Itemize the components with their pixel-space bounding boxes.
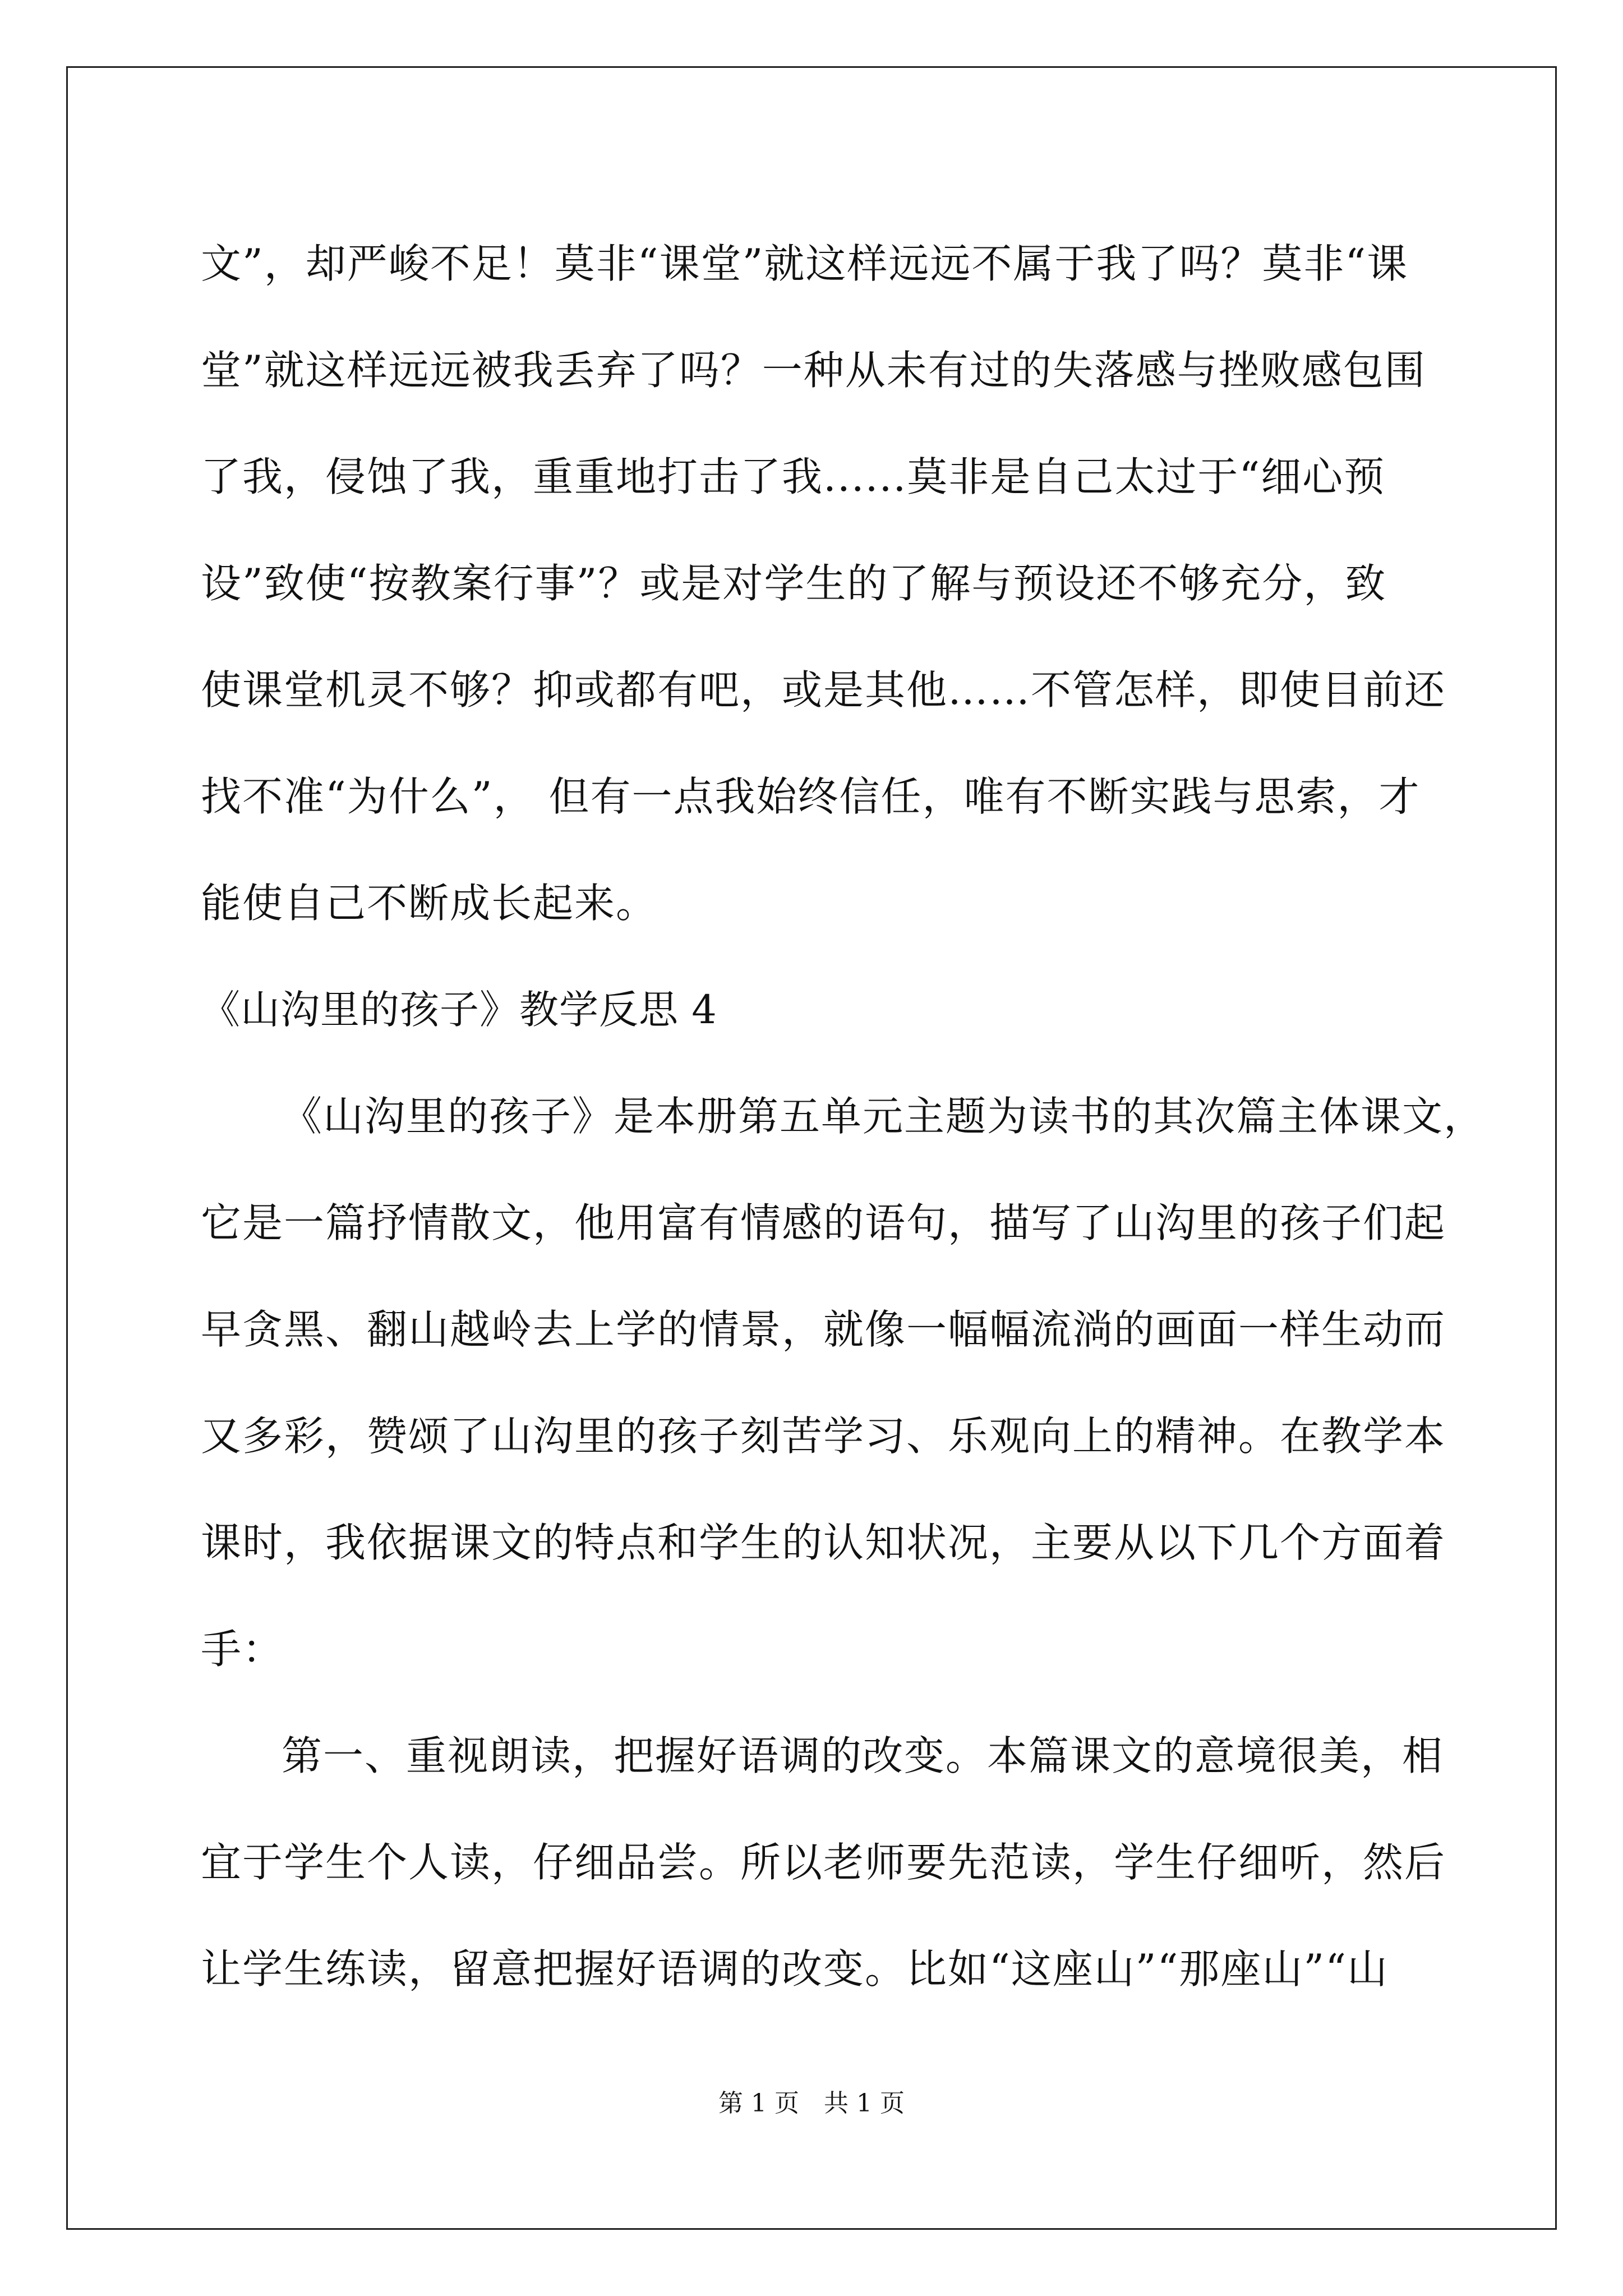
text-line: 设”致使“按教案行事”？或是对学生的了解与预设还不够充分，致 [201, 560, 1387, 607]
text-line: 文”，却严峻不足！莫非“课堂”就这样远远不属于我了吗？莫非“课 [201, 240, 1409, 287]
text-line: 让学生练读，留意把握好语调的改变。比如“这座山”“那座山”“山 [201, 1945, 1389, 1993]
text-line: 能使自己不断成长起来。 [201, 880, 658, 927]
paragraph-first-line: 第一、重视朗读，把握好语调的改变。本篇课文的意境很美，相 [282, 1732, 1444, 1779]
text-line: 课时，我依据课文的特点和学生的认知状况，主要从以下几个方面着 [201, 1519, 1446, 1566]
paragraph-first-line: 《山沟里的孩子》是本册第五单元主题为读书的其次篇主体课文， [282, 1093, 1486, 1140]
text-line: 手： [201, 1626, 284, 1673]
page-footer: 第 1 页 共 1 页 [718, 2089, 905, 2118]
document-body [201, 210, 1486, 2022]
text-line: 早贪黑、翻山越岭去上学的情景，就像一幅幅流淌的画面一样生动而 [201, 1306, 1446, 1353]
text-line: 宜于学生个人读，仔细品尝。所以老师要先范读，学生仔细听，然后 [201, 1839, 1446, 1886]
text-line: 了我，侵蚀了我，重重地打击了我......莫非是自己太过于“细心预 [201, 453, 1386, 500]
text-line: 它是一篇抒情散文，他用富有情感的语句，描写了山沟里的孩子们起 [201, 1199, 1446, 1246]
text-line: 找不准“为什么”， 但有一点我始终信任，唯有不断实践与思索，才 [201, 773, 1421, 820]
text-line: 堂”就这样远远被我丢弃了吗？一种从未有过的失落感与挫败感包围 [201, 347, 1426, 394]
text-line: 又多彩，赞颂了山沟里的孩子刻苦学习、乐观向上的精神。在教学本 [201, 1412, 1446, 1460]
text-line: 使课堂机灵不够？抑或都有吧，或是其他……不管怎样，即使目前还 [201, 666, 1446, 714]
section-heading: 《山沟里的孩子》教学反思 4 [201, 987, 717, 1033]
